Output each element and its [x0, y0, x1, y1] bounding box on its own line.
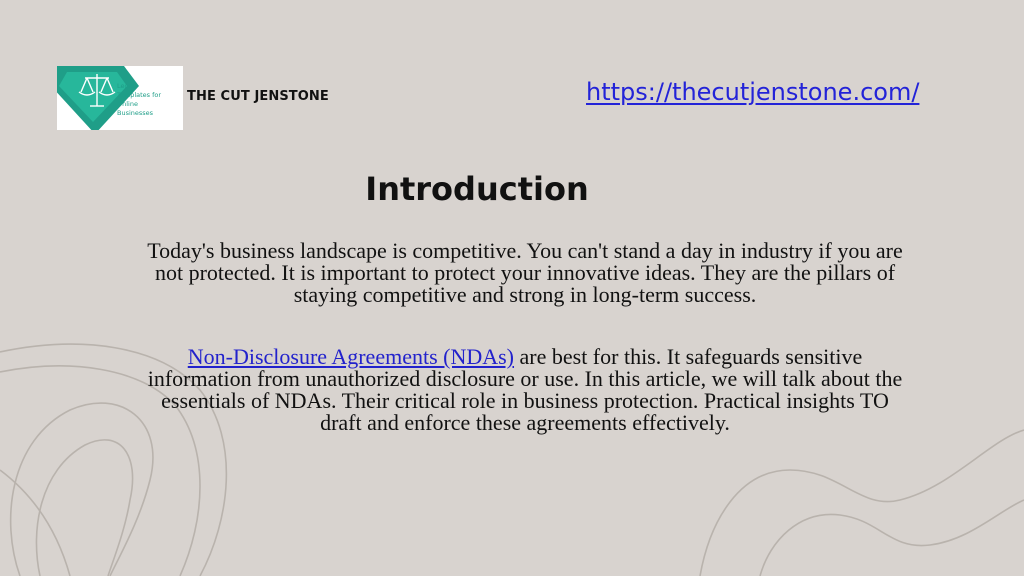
logo — [57, 66, 183, 130]
page-title: Introduction — [365, 170, 589, 208]
nda-paragraph — [140, 346, 910, 434]
website-link[interactable]: https://thecutjenstone.com/ — [586, 78, 920, 106]
brand-name: THE CUT JENSTONE — [187, 89, 329, 104]
intro-paragraph: Today's business landscape is competitive. You can't stand a day in industry if you are not protected. It is important to protect your innovative ideas. They are the pillars of staying competitive and strong in long-term success. — [147, 238, 903, 307]
nda-link[interactable]: Non-Disclosure Agreements (NDAs) — [187, 344, 515, 369]
logo-text: Legal Templates for Online Businesses — [117, 82, 162, 117]
nda-paragraph-text: are best for this. It safeguards sensitive information from unauthorized disclosure or use. In this article, we will talk about the essentials of NDAs. Their critical role in business protection. Practical insights TO draft and enforce these agreements effectively. — [147, 344, 903, 435]
